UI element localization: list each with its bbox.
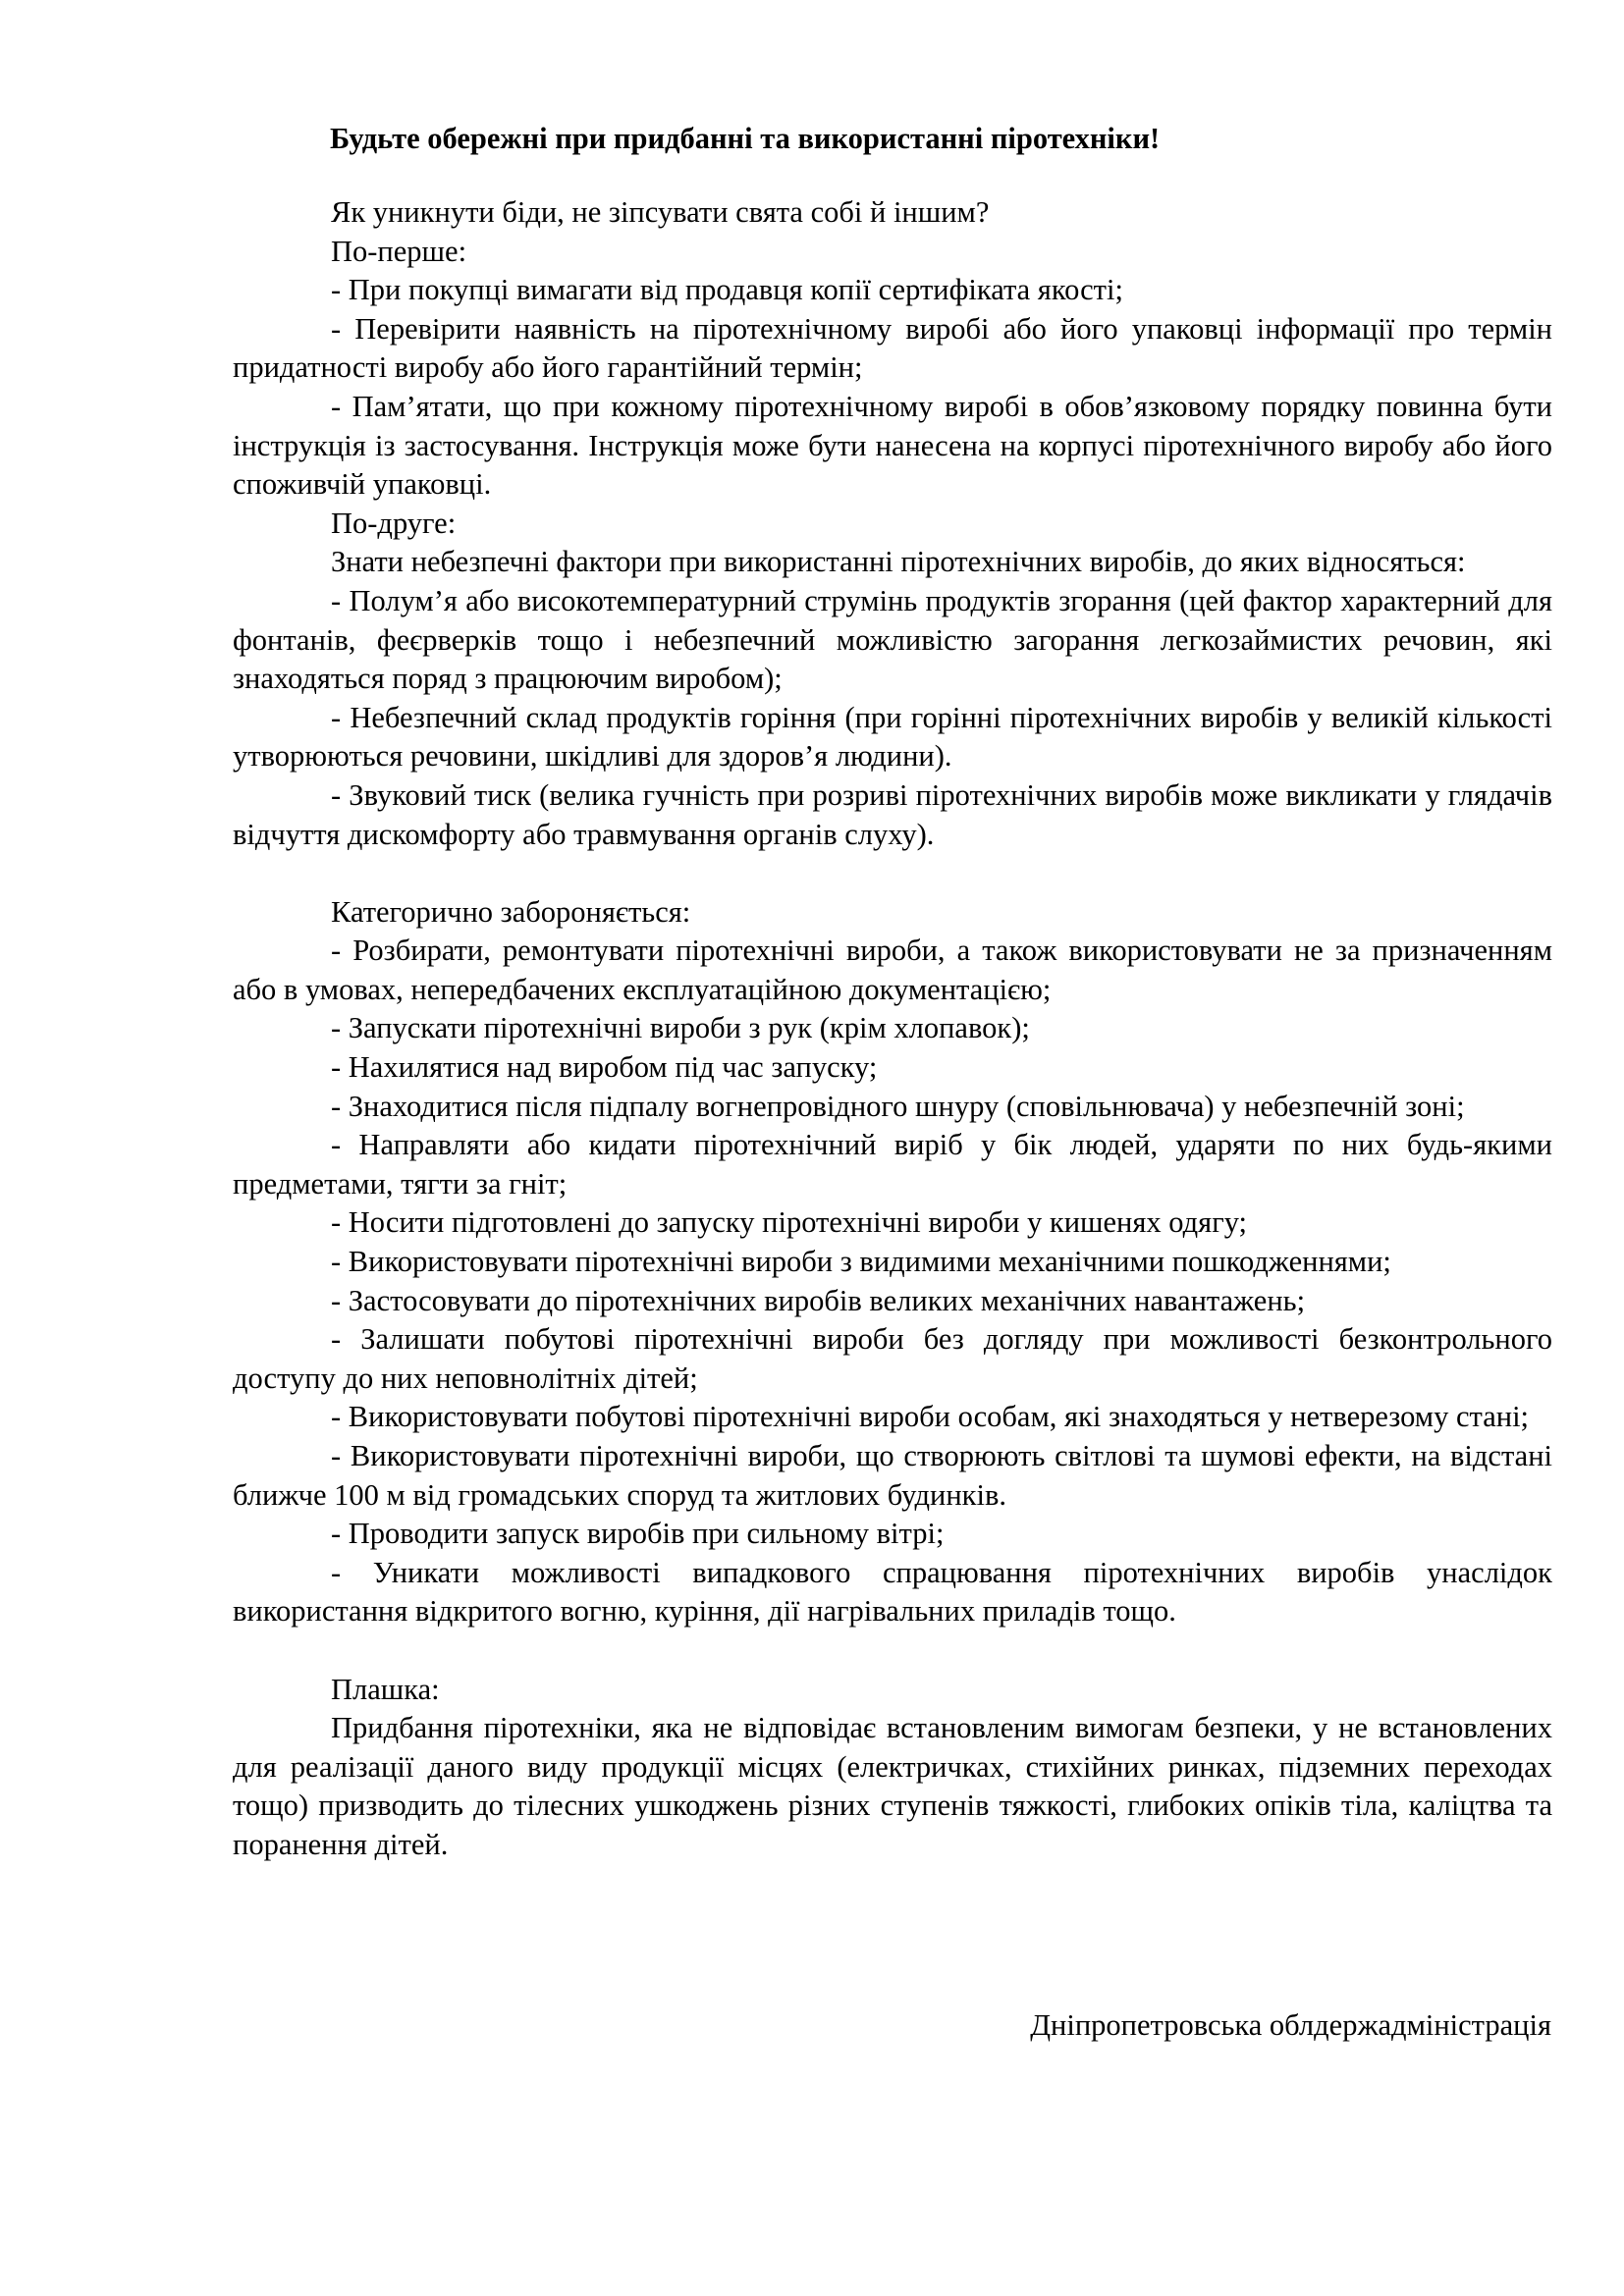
hazard-item: - Небезпечний склад продуктів горіння (при горінні піротехнічних виробів у великій кількості утворюються речовини, шкідливі для здоров’я людини). <box>233 700 1552 774</box>
document-title: Будьте обережні при придбанні та використанні піротехніки! <box>330 122 1161 155</box>
first-heading: По-перше: <box>331 234 467 268</box>
hazard-item: - Звуковий тиск (велика гучність при розриві піротехнічних виробів може викликати у глядачів відчуття дискомфорту або травмування органів слуху). <box>233 777 1552 851</box>
plaque-text: Придбання піротехніки, яка не відповідає встановленим вимогам безпеки, у не встановлених для реалізації даного виду продукції місцях (електричках, стихійних ринках, підземних переходах тощо) призводить до тілесних ушкоджень різних ступенів тяжкості, глибоких опіків тіла, каліцтва та поранення дітей. <box>233 1711 1552 1861</box>
first-item: - При покупці вимагати від продавця копії сертифіката якості; <box>331 273 1123 307</box>
prohibited-item: - Використовувати піротехнічні вироби, що створюють світлові та шумові ефекти, на відстані ближче 100 м від громадських споруд та житлових будинків. <box>233 1439 1552 1512</box>
prohibited-item: - Направляти або кидати піротехнічний виріб у бік людей, ударяти по них будь-якими предметами, тягти за гніт; <box>233 1128 1552 1201</box>
prohibited-item: - Носити підготовлені до запуску піротехнічні вироби у кишенях одягу; <box>331 1205 1248 1240</box>
prohibited-item: - Використовувати побутові піротехнічні вироби особам, які знаходяться у нетверезому стані; <box>331 1400 1530 1434</box>
prohibited-section <box>233 893 1552 1631</box>
intro-section <box>233 193 1552 854</box>
prohibited-item: - Знаходитися після підпалу вогнепровідного шнуру (сповільнювача) у небезпечній зоні; <box>331 1089 1465 1123</box>
hazard-item: - Полум’я або високотемпературний струмінь продуктів згорання (цей фактор характерний для фонтанів, феєрверків тощо і небезпечний можливістю загорання легкозаймистих речовин, які знаходяться поряд з працюючим виробом); <box>233 583 1552 696</box>
prohibited-item: - Уникати можливості випадкового спрацювання піротехнічних виробів унаслідок використання відкритого вогню, куріння, дії нагрівальних приладів тощо. <box>233 1555 1552 1629</box>
first-item: - Перевірити наявність на піротехнічному виробі або його упаковці інформації про термін придатності виробу або його гарантійний термін; <box>233 311 1552 385</box>
prohibited-item: - Застосовувати до піротехнічних виробів великих механічних навантажень; <box>331 1283 1306 1317</box>
prohibited-item: - Розбирати, ремонтувати піротехнічні вироби, а також використовувати не за призначенням або в умовах, непередбачених експлуатаційною документацією; <box>233 934 1552 1006</box>
signature: Дніпропетровська облдержадміністрація <box>1030 2008 1551 2042</box>
intro-question: Як уникнути біди, не зіпсувати свята собі й іншим? <box>331 195 990 229</box>
first-item: - Пам’ятати, що при кожному піротехнічному виробі в обов’язковому порядку повинна бути інструкція із застосування. Інструкція може бути нанесена на корпусі піротехнічного виробу або його споживчій упаковці. <box>233 389 1552 502</box>
spacer <box>233 854 1552 893</box>
plaque-heading: Плашка: <box>331 1672 440 1706</box>
plaque-section <box>233 1671 1552 1865</box>
second-intro: Знати небезпечні фактори при використанні піротехнічних виробів, до яких відносяться: <box>331 545 1466 579</box>
second-heading: По-друге: <box>331 506 457 540</box>
prohibited-item: - Використовувати піротехнічні вироби з видимими механічними пошкодженнями; <box>331 1245 1391 1279</box>
prohibited-item: - Проводити запуск виробів при сильному вітрі; <box>331 1517 945 1551</box>
prohibited-item: - Нахилятися над виробом під час запуску; <box>331 1050 878 1085</box>
prohibited-item: - Запускати піротехнічні вироби з рук (крім хлопавок); <box>331 1011 1030 1045</box>
prohibited-item: - Залишати побутові піротехнічні вироби без догляду при можливості безконтрольного доступу до них неповнолітніх дітей; <box>233 1322 1552 1395</box>
document-body <box>233 193 1552 1865</box>
spacer <box>233 1631 1552 1671</box>
prohibited-heading: Категорично забороняється: <box>331 894 691 929</box>
